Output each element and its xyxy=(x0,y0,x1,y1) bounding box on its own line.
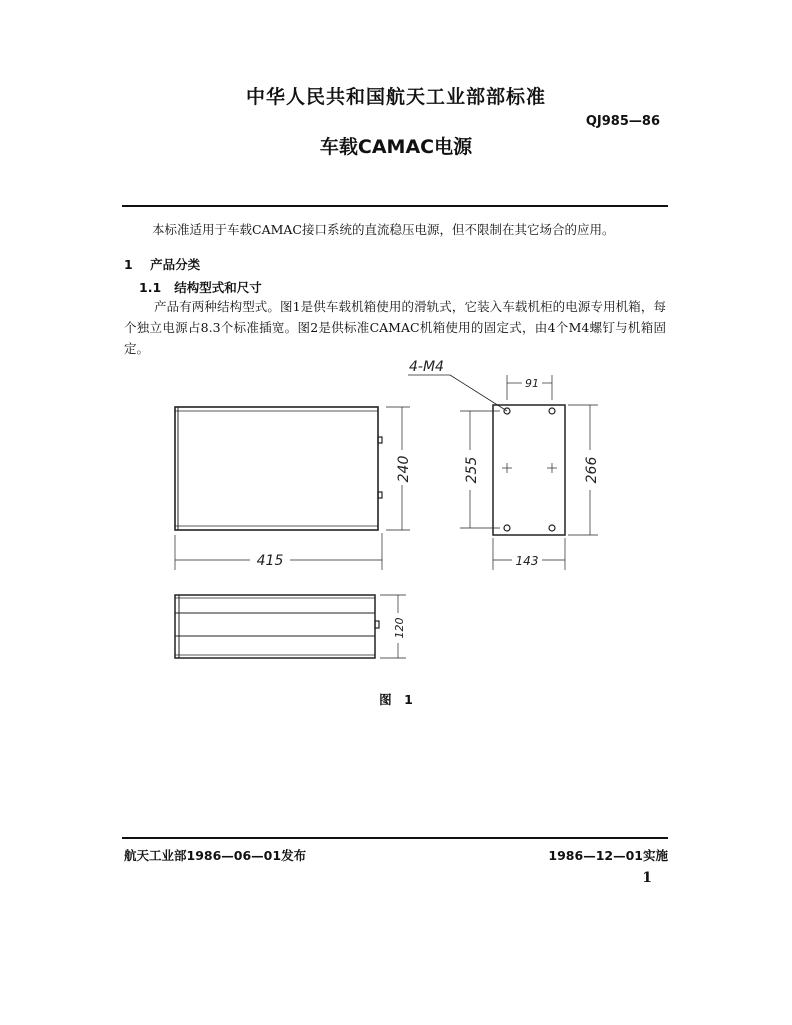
dim-bottom-height: 120 xyxy=(393,617,406,639)
section-1-number: 1 xyxy=(124,257,133,272)
label-screw: 4-M4 xyxy=(409,359,444,375)
dim-side-width: 143 xyxy=(515,554,539,568)
bottom-rule xyxy=(122,837,668,839)
org-title: 中华人民共和国航天工业部部标准 xyxy=(245,86,546,108)
bottom-view-box xyxy=(175,595,375,658)
figure-1-drawing xyxy=(150,355,620,675)
standard-code: QJ985—86 xyxy=(585,114,660,129)
dim-front-width: 415 xyxy=(256,553,284,569)
side-hole-br xyxy=(549,525,555,531)
section-1-heading xyxy=(124,255,200,273)
issue-date: 航天工业部1986—06—01发布 xyxy=(124,848,307,863)
dim-side-inner-height: 255 xyxy=(464,456,480,484)
section-1-1-heading xyxy=(139,278,262,296)
front-view-box xyxy=(175,407,378,530)
dim-front-height: 240 xyxy=(396,455,412,483)
page-number: 1 xyxy=(642,870,652,886)
effective-date: 1986—12—01实施 xyxy=(548,848,668,863)
side-hole-tr xyxy=(549,408,555,414)
section-1-1-paragraph: 产品有两种结构型式。图1是供车载机箱使用的滑轨式，它装入车载机柜的电源专用机箱，每个独立电源占8.3个标准插宽。图2是供标准CAMAC机箱使用的固定式，由4个M4螺钉与机箱固定。 xyxy=(124,299,666,356)
side-view-box xyxy=(493,405,565,535)
section-1-title: 产品分类 xyxy=(150,257,201,272)
scope-text: 本标准适用于车载CAMAC接口系统的直流稳压电源，但不限制在其它场合的应用。 xyxy=(152,222,615,237)
document-title: 车载CAMAC电源 xyxy=(319,136,473,158)
dim-hole-spacing: 91 xyxy=(525,377,539,390)
top-rule xyxy=(122,205,668,207)
section-1-1-number: 1.1 xyxy=(139,280,162,295)
dim-side-outer-height: 266 xyxy=(584,456,600,484)
side-hole-bl xyxy=(504,525,510,531)
section-1-1-title: 结构型式和尺寸 xyxy=(174,280,262,295)
figure-caption: 图 1 xyxy=(379,692,413,707)
